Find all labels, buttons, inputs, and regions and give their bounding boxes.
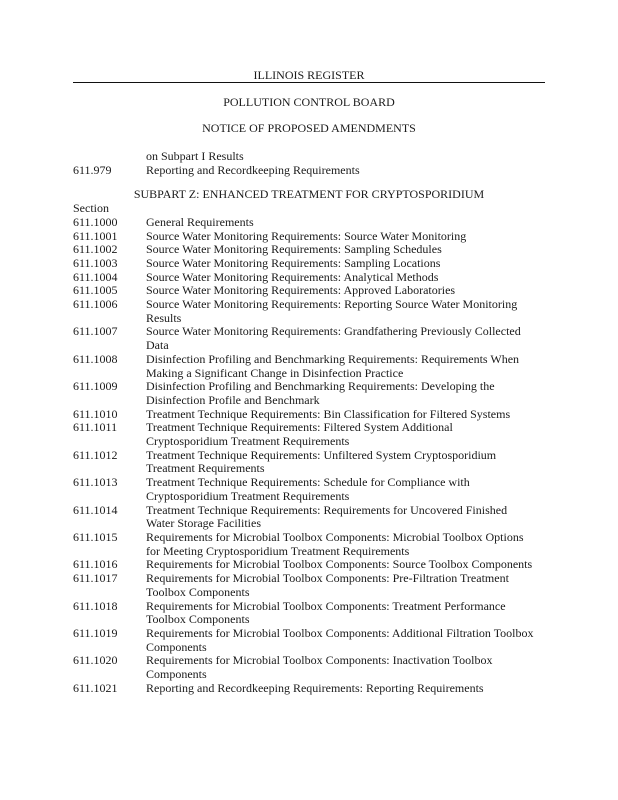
list-item [73,654,553,681]
list-item [73,353,553,380]
section-title [146,421,553,448]
list-item [73,284,553,298]
title-line: Source Water Monitoring Requirements: Reporting Source Water Monitoring [146,297,518,312]
section-number: 611.1008 [73,351,118,366]
list-item [73,421,553,448]
subpart-heading: SUBPART Z: ENHANCED TREATMENT FOR CRYPTOSPORIDIUM [133,187,485,202]
list-item [73,600,553,627]
section-number: 611.1019 [73,625,118,640]
section-title [146,654,553,681]
section-number: 611.1010 [73,406,118,421]
section-number: 611.1012 [73,447,118,462]
list-item [73,230,553,244]
section-number: 611.1002 [73,242,118,257]
title-line: Water Storage Facilities [146,516,261,531]
title-line: for Meeting Cryptosporidium Treatment Requirements [146,543,410,558]
list-item [73,243,553,257]
section-number: 611.1013 [73,475,118,490]
title-line: Requirements for Microbial Toolbox Components: Additional Filtration Toolbox [146,625,534,640]
section-title [146,284,553,298]
title-line: Cryptosporidium Treatment Requirements [146,434,350,449]
list-item [73,164,553,178]
section-title [146,216,553,230]
section-number: 611.1009 [73,379,118,394]
title-line: Components [146,639,207,654]
title-line: Requirements for Microbial Toolbox Components: Inactivation Toolbox [146,653,493,668]
section-number: 611.1005 [73,283,118,298]
title-line: Disinfection Profiling and Benchmarking Requirements: Requirements When [146,351,520,366]
title-line: Source Water Monitoring Requirements: Analytical Methods [146,269,439,284]
title-line: Source Water Monitoring Requirements: Approved Laboratories [146,283,456,298]
agency-title: POLLUTION CONTROL BOARD [223,95,395,109]
section-title [146,353,553,380]
title-line: Requirements for Microbial Toolbox Components: Pre-Filtration Treatment [146,571,509,586]
list-item [73,257,553,271]
title-line: General Requirements [146,214,254,229]
continuation-line [73,150,553,164]
title-line: Making a Significant Change in Disinfection Practice [146,365,404,380]
list-item [73,408,553,422]
section-number: 611.1015 [73,529,118,544]
title-line: Disinfection Profiling and Benchmarking Requirements: Developing the [146,379,495,394]
title-line: Treatment Technique Requirements: Filtered System Additional [146,420,453,435]
list-item [73,325,553,352]
section-number: 611.1016 [73,557,118,572]
section-label: Section [73,201,109,216]
section-title [146,682,553,696]
section-title [146,271,553,285]
list-item [73,380,553,407]
title-line: Treatment Technique Requirements: Bin Classification for Filtered Systems [146,406,511,421]
section-number: 611.1021 [73,680,118,695]
title-line: Components [146,667,207,682]
list-item [73,682,553,696]
section-title [146,230,553,244]
list-item [73,216,553,230]
title-line: Treatment Technique Requirements: Schedule for Compliance with [146,475,470,490]
title-line: Source Water Monitoring Requirements: Grandfathering Previously Collected [146,324,521,339]
title-line: Results [146,310,182,325]
section-title [146,298,553,325]
list-item [73,627,553,654]
list-item [73,271,553,285]
title-line: Requirements for Microbial Toolbox Components: Source Toolbox Components [146,557,533,572]
title-line: Treatment Requirements [146,461,265,476]
title-line: Requirements for Microbial Toolbox Components: Treatment Performance [146,598,506,613]
header-rule [73,82,545,83]
section-list [73,150,553,695]
section-title [146,325,553,352]
section-title [146,572,553,599]
title-line: Cryptosporidium Treatment Requirements [146,488,350,503]
section-title [146,476,553,503]
notice-title: NOTICE OF PROPOSED AMENDMENTS [202,121,416,135]
section-title [146,504,553,531]
continuation-text: on Subpart I Results [146,149,244,163]
section-number: 611.1007 [73,324,118,339]
register-title: ILLINOIS REGISTER [253,68,365,82]
section-title [146,600,553,627]
title-line: Source Water Monitoring Requirements: Sampling Locations [146,255,441,270]
title-line: Reporting and Recordkeeping Requirements: Reporting Requirements [146,680,484,695]
title-line: Data [146,338,169,353]
list-item [73,449,553,476]
list-item [73,476,553,503]
section-number: 611.1017 [73,571,118,586]
section-number: 611.1020 [73,653,118,668]
title-line: Disinfection Profile and Benchmark [146,392,320,407]
section-number: 611.1018 [73,598,118,613]
section-title: Reporting and Recordkeeping Requirements [146,162,360,177]
title-line: Source Water Monitoring Requirements: Source Water Monitoring [146,228,467,243]
section-title [146,558,553,572]
section-number: 611.1006 [73,297,118,312]
section-number: 611.1000 [73,214,118,229]
list-item [73,572,553,599]
section-number: 611.1014 [73,502,118,517]
section-number: 611.979 [73,162,112,177]
section-title [146,531,553,558]
section-number: 611.1004 [73,269,118,284]
entries [73,216,553,696]
section-number: 611.1011 [73,420,118,435]
section-title [146,257,553,271]
section-title [146,243,553,257]
section-number: 611.1003 [73,255,118,270]
list-item [73,531,553,558]
list-item [73,504,553,531]
title-line: Toolbox Components [146,612,250,627]
title-line: Requirements for Microbial Toolbox Components: Microbial Toolbox Options [146,529,524,544]
title-line: Source Water Monitoring Requirements: Sampling Schedules [146,242,442,257]
list-item [73,298,553,325]
section-title [146,627,553,654]
list-item [73,558,553,572]
section-number: 611.1001 [73,228,118,243]
title-line: Treatment Technique Requirements: Requirements for Uncovered Finished [146,502,508,517]
section-title [146,408,553,422]
section-title [146,380,553,407]
section-title [146,449,553,476]
title-line: Treatment Technique Requirements: Unfiltered System Cryptosporidium [146,447,497,462]
title-line: Toolbox Components [146,584,250,599]
